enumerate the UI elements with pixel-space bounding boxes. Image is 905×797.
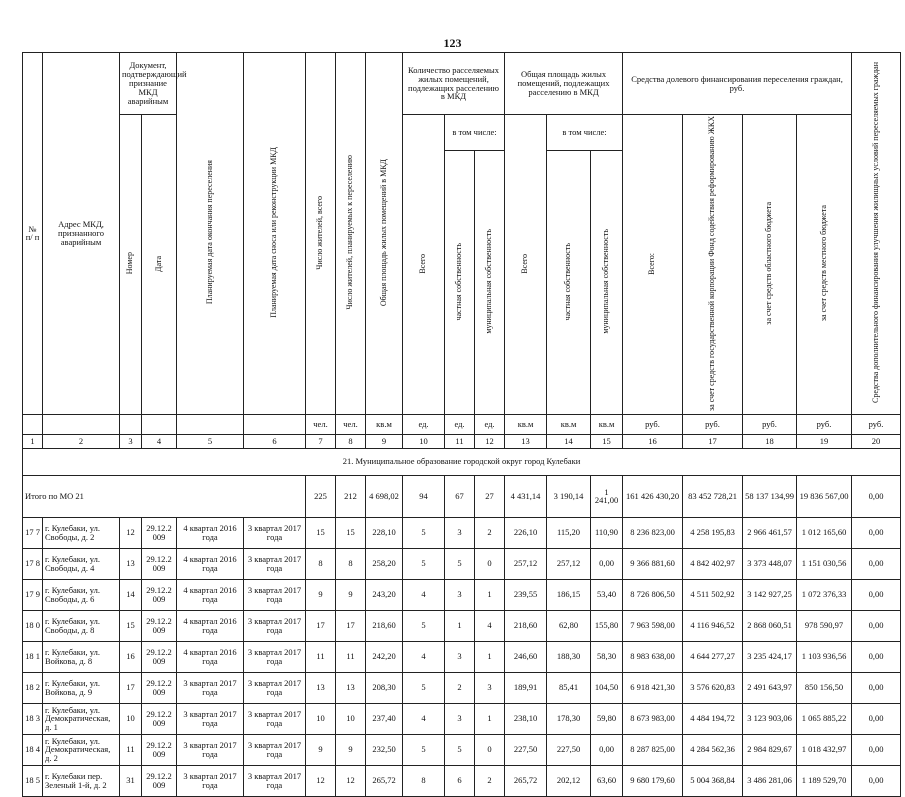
cell-c16: 6 918 421,30 xyxy=(623,672,683,703)
cell-c17: 4 258 195,83 xyxy=(683,517,743,548)
cell-no: 18 4 xyxy=(23,734,43,765)
cell-c18: 2 984 829,67 xyxy=(743,734,797,765)
cell-c16: 8 673 983,00 xyxy=(623,703,683,734)
cell-num: 12 xyxy=(120,517,142,548)
cell-c10: 4 xyxy=(403,703,445,734)
unit-cell: ед. xyxy=(475,414,505,434)
cell-address: г. Кулебаки, ул. Войкова, д. 9 xyxy=(43,672,120,703)
cell-c15: 59,80 xyxy=(591,703,623,734)
table-row xyxy=(23,734,901,765)
cell-c12: 2 xyxy=(475,765,505,796)
subtotal-cell: 161 426 430,20 xyxy=(623,475,683,517)
cell-c19: 1 151 030,56 xyxy=(797,548,852,579)
table-row xyxy=(23,641,901,672)
column-number: 4 xyxy=(142,434,177,448)
subtotal-cell: 58 137 134,99 xyxy=(743,475,797,517)
cell-no: 18 1 xyxy=(23,641,43,672)
cell-end: 4 квартал 2016 года xyxy=(177,579,244,610)
header-rooms-total: Всего xyxy=(418,253,428,274)
column-number: 11 xyxy=(445,434,475,448)
cell-end: 3 квартал 2017 года xyxy=(177,672,244,703)
cell-c19: 1 065 885,22 xyxy=(797,703,852,734)
cell-c7: 12 xyxy=(306,765,336,796)
cell-c20: 0,00 xyxy=(852,610,901,641)
cell-c20: 0,00 xyxy=(852,579,901,610)
unit-cell: руб. xyxy=(683,414,743,434)
cell-c11: 1 xyxy=(445,610,475,641)
unit-cell: кв.м xyxy=(505,414,547,434)
column-number: 19 xyxy=(797,434,852,448)
column-number: 7 xyxy=(306,434,336,448)
column-number: 9 xyxy=(366,434,403,448)
unit-cell: руб. xyxy=(743,414,797,434)
cell-no: 18 2 xyxy=(23,672,43,703)
column-number: 15 xyxy=(591,434,623,448)
cell-c13: 265,72 xyxy=(505,765,547,796)
unit-cell: кв.м xyxy=(591,414,623,434)
cell-c8: 17 xyxy=(336,610,366,641)
cell-num: 14 xyxy=(120,579,142,610)
unit-cell: чел. xyxy=(336,414,366,434)
cell-c8: 15 xyxy=(336,517,366,548)
cell-c9: 265,72 xyxy=(366,765,403,796)
cell-demo: 3 квартал 2017 года xyxy=(244,641,306,672)
cell-c17: 3 576 620,83 xyxy=(683,672,743,703)
cell-c16: 8 287 825,00 xyxy=(623,734,683,765)
unit-blank xyxy=(23,414,43,434)
cell-end: 3 квартал 2017 года xyxy=(177,765,244,796)
cell-c13: 257,12 xyxy=(505,548,547,579)
cell-c11: 6 xyxy=(445,765,475,796)
cell-date: 29.12.2 009 xyxy=(142,672,177,703)
column-number: 16 xyxy=(623,434,683,448)
cell-c16: 7 963 598,00 xyxy=(623,610,683,641)
cell-c16: 8 983 638,00 xyxy=(623,641,683,672)
cell-c15: 0,00 xyxy=(591,548,623,579)
subtotal-cell: 67 xyxy=(445,475,475,517)
cell-c7: 10 xyxy=(306,703,336,734)
cell-c20: 0,00 xyxy=(852,641,901,672)
cell-c14: 202,12 xyxy=(547,765,591,796)
table-row xyxy=(23,765,901,796)
cell-demo: 3 квартал 2017 года xyxy=(244,703,306,734)
cell-c7: 15 xyxy=(306,517,336,548)
cell-num: 17 xyxy=(120,672,142,703)
cell-c11: 3 xyxy=(445,517,475,548)
cell-end: 3 квартал 2017 года xyxy=(177,734,244,765)
column-number: 3 xyxy=(120,434,142,448)
column-number: 5 xyxy=(177,434,244,448)
cell-c11: 5 xyxy=(445,548,475,579)
cell-c9: 218,60 xyxy=(366,610,403,641)
cell-c19: 1 018 432,97 xyxy=(797,734,852,765)
cell-demo: 3 квартал 2017 года xyxy=(244,672,306,703)
cell-demo: 3 квартал 2017 года xyxy=(244,610,306,641)
cell-c8: 9 xyxy=(336,734,366,765)
cell-end: 4 квартал 2016 года xyxy=(177,641,244,672)
column-number: 1 xyxy=(23,434,43,448)
cell-end: 3 квартал 2017 года xyxy=(177,703,244,734)
cell-c14: 85,41 xyxy=(547,672,591,703)
cell-c17: 4 116 946,52 xyxy=(683,610,743,641)
unit-blank xyxy=(43,414,120,434)
cell-c9: 228,10 xyxy=(366,517,403,548)
cell-c10: 5 xyxy=(403,548,445,579)
header-fund-gk: за счет средств государственной корпорации Фонд содействия реформированию ЖКХ xyxy=(707,116,717,412)
cell-date: 29.12.2 009 xyxy=(142,734,177,765)
cell-date: 29.12.2 009 xyxy=(142,641,177,672)
cell-c17: 4 511 502,92 xyxy=(683,579,743,610)
cell-address: г. Кулебаки, ул. Свободы, д. 2 xyxy=(43,517,120,548)
cell-c8: 12 xyxy=(336,765,366,796)
cell-c7: 11 xyxy=(306,641,336,672)
header-rooms-private: частная собственность xyxy=(454,242,464,321)
cell-c10: 4 xyxy=(403,641,445,672)
cell-c18: 2 868 060,51 xyxy=(743,610,797,641)
cell-no: 18 3 xyxy=(23,703,43,734)
cell-c19: 1 103 936,56 xyxy=(797,641,852,672)
cell-c20: 0,00 xyxy=(852,703,901,734)
cell-no: 18 5 xyxy=(23,765,43,796)
header-address: Адрес МКД, признанного аварийным xyxy=(43,53,120,415)
cell-c17: 4 842 402,97 xyxy=(683,548,743,579)
cell-date: 29.12.2 009 xyxy=(142,517,177,548)
cell-date: 29.12.2 009 xyxy=(142,548,177,579)
cell-c15: 110,90 xyxy=(591,517,623,548)
header-doc-date: Дата xyxy=(153,255,163,272)
cell-address: г. Кулебаки, ул. Свободы, д. 8 xyxy=(43,610,120,641)
subtotal-cell: 19 836 567,00 xyxy=(797,475,852,517)
cell-c13: 227,50 xyxy=(505,734,547,765)
table-row xyxy=(23,579,901,610)
cell-c13: 218,60 xyxy=(505,610,547,641)
subtotal-label: Итого по МО 21 xyxy=(23,475,306,517)
cell-c12: 3 xyxy=(475,672,505,703)
subtotal-cell: 212 xyxy=(336,475,366,517)
header-area-incl: в том числе: xyxy=(547,115,623,151)
cell-c10: 5 xyxy=(403,610,445,641)
cell-no: 17 8 xyxy=(23,548,43,579)
header-total-area: Общая площадь жилых помещений в МКД xyxy=(378,158,388,307)
cell-address: г. Кулебаки, ул. Войкова, д. 8 xyxy=(43,641,120,672)
header-no: № п/ п xyxy=(23,53,43,415)
cell-end: 4 квартал 2016 года xyxy=(177,548,244,579)
column-number: 8 xyxy=(336,434,366,448)
column-number: 13 xyxy=(505,434,547,448)
cell-c8: 8 xyxy=(336,548,366,579)
cell-c11: 3 xyxy=(445,703,475,734)
cell-c12: 0 xyxy=(475,734,505,765)
cell-c9: 232,50 xyxy=(366,734,403,765)
column-number: 20 xyxy=(852,434,901,448)
cell-c10: 5 xyxy=(403,734,445,765)
cell-num: 10 xyxy=(120,703,142,734)
cell-num: 13 xyxy=(120,548,142,579)
cell-c16: 9 366 881,60 xyxy=(623,548,683,579)
cell-c19: 1 012 165,60 xyxy=(797,517,852,548)
header-funding-group: Средства долевого финансирования переселения граждан, руб. xyxy=(623,53,852,115)
cell-demo: 3 квартал 2017 года xyxy=(244,765,306,796)
cell-c17: 4 644 277,27 xyxy=(683,641,743,672)
cell-c8: 9 xyxy=(336,579,366,610)
resettlement-table xyxy=(22,52,901,797)
cell-c13: 189,91 xyxy=(505,672,547,703)
cell-c15: 53,40 xyxy=(591,579,623,610)
cell-c12: 0 xyxy=(475,548,505,579)
cell-c20: 0,00 xyxy=(852,765,901,796)
cell-c17: 5 004 368,84 xyxy=(683,765,743,796)
cell-c7: 9 xyxy=(306,579,336,610)
cell-demo: 3 квартал 2017 года xyxy=(244,579,306,610)
cell-address: г. Кулебаки, ул. Демократическая, д. 2 xyxy=(43,734,120,765)
cell-c20: 0,00 xyxy=(852,672,901,703)
unit-cell: руб. xyxy=(797,414,852,434)
column-number: 12 xyxy=(475,434,505,448)
subtotal-cell: 94 xyxy=(403,475,445,517)
header-area-group: Общая площадь жилых помещений, подлежащих расселению в МКД xyxy=(505,53,623,115)
column-number: 18 xyxy=(743,434,797,448)
subtotal-cell: 3 190,14 xyxy=(547,475,591,517)
table-row xyxy=(23,517,901,548)
cell-c16: 8 726 806,50 xyxy=(623,579,683,610)
header-document: Документ, подтверждающий признание МКД аварийным xyxy=(120,53,177,115)
subtotal-cell: 4 431,14 xyxy=(505,475,547,517)
table-row xyxy=(23,672,901,703)
column-number: 10 xyxy=(403,434,445,448)
cell-c10: 5 xyxy=(403,517,445,548)
cell-c12: 1 xyxy=(475,703,505,734)
cell-c8: 13 xyxy=(336,672,366,703)
unit-blank xyxy=(244,414,306,434)
unit-blank xyxy=(177,414,244,434)
cell-num: 31 xyxy=(120,765,142,796)
unit-cell: руб. xyxy=(852,414,901,434)
cell-c14: 62,80 xyxy=(547,610,591,641)
cell-c15: 0,00 xyxy=(591,734,623,765)
cell-c18: 3 486 281,06 xyxy=(743,765,797,796)
cell-c9: 208,30 xyxy=(366,672,403,703)
cell-c10: 8 xyxy=(403,765,445,796)
cell-date: 29.12.2 009 xyxy=(142,579,177,610)
cell-date: 29.12.2 009 xyxy=(142,610,177,641)
cell-c11: 3 xyxy=(445,579,475,610)
header-rooms-incl: в том числе: xyxy=(445,115,505,151)
header-fund-total: Всего: xyxy=(647,252,657,275)
page-number: 123 xyxy=(443,36,462,50)
cell-c18: 3 373 448,07 xyxy=(743,548,797,579)
cell-c12: 4 xyxy=(475,610,505,641)
cell-no: 17 7 xyxy=(23,517,43,548)
header-fund-region: за счет средств областного бюджета xyxy=(764,202,774,325)
cell-c13: 239,55 xyxy=(505,579,547,610)
cell-c7: 9 xyxy=(306,734,336,765)
cell-c7: 8 xyxy=(306,548,336,579)
cell-end: 4 квартал 2016 года xyxy=(177,517,244,548)
cell-c13: 226,10 xyxy=(505,517,547,548)
cell-c11: 5 xyxy=(445,734,475,765)
cell-c12: 1 xyxy=(475,579,505,610)
cell-demo: 3 квартал 2017 года xyxy=(244,548,306,579)
cell-c15: 58,30 xyxy=(591,641,623,672)
cell-c18: 3 235 424,17 xyxy=(743,641,797,672)
cell-c13: 246,60 xyxy=(505,641,547,672)
subtotal-cell: 0,00 xyxy=(852,475,901,517)
cell-num: 11 xyxy=(120,734,142,765)
cell-num: 15 xyxy=(120,610,142,641)
cell-c14: 186,15 xyxy=(547,579,591,610)
header-residents-total: Число жителей, всего xyxy=(315,195,325,270)
subtotal-cell: 83 452 728,21 xyxy=(683,475,743,517)
cell-num: 16 xyxy=(120,641,142,672)
cell-address: г. Кулебаки пер. Зеленый 1-й, д. 2 xyxy=(43,765,120,796)
header-area-total: Всего xyxy=(520,253,530,274)
cell-c11: 2 xyxy=(445,672,475,703)
cell-c17: 4 484 194,72 xyxy=(683,703,743,734)
unit-cell: чел. xyxy=(306,414,336,434)
subtotal-cell: 225 xyxy=(306,475,336,517)
cell-c7: 17 xyxy=(306,610,336,641)
header-rooms-municipal: муниципальная собственность xyxy=(484,229,494,334)
header-area-municipal: муниципальная собственность xyxy=(601,229,611,334)
cell-c17: 4 284 562,36 xyxy=(683,734,743,765)
table-row xyxy=(23,610,901,641)
header-planned-resettle-end: Планируемая дата окончания переселения xyxy=(204,160,214,305)
unit-cell: ед. xyxy=(445,414,475,434)
subtotal-cell: 4 698,02 xyxy=(366,475,403,517)
cell-date: 29.12.2 009 xyxy=(142,765,177,796)
unit-blank xyxy=(120,414,142,434)
header-fund-local: за счет средств местного бюджета xyxy=(818,205,828,322)
subtotal-cell: 1 241,00 xyxy=(591,475,623,517)
cell-c8: 11 xyxy=(336,641,366,672)
header-doc-number: Номер xyxy=(125,252,135,275)
cell-c18: 2 491 643,97 xyxy=(743,672,797,703)
table-row xyxy=(23,703,901,734)
unit-blank xyxy=(142,414,177,434)
header-area-private: частная собственность xyxy=(563,242,573,321)
cell-c7: 13 xyxy=(306,672,336,703)
cell-c14: 178,30 xyxy=(547,703,591,734)
cell-c19: 1 189 529,70 xyxy=(797,765,852,796)
column-number: 6 xyxy=(244,434,306,448)
cell-c18: 3 123 903,06 xyxy=(743,703,797,734)
cell-c9: 243,20 xyxy=(366,579,403,610)
cell-c15: 63,60 xyxy=(591,765,623,796)
cell-c14: 188,30 xyxy=(547,641,591,672)
cell-c14: 257,12 xyxy=(547,548,591,579)
cell-c18: 3 142 927,25 xyxy=(743,579,797,610)
column-number: 17 xyxy=(683,434,743,448)
cell-c11: 3 xyxy=(445,641,475,672)
cell-address: г. Кулебаки, ул. Демократическая, д. 1 xyxy=(43,703,120,734)
column-number: 2 xyxy=(43,434,120,448)
cell-c19: 978 590,97 xyxy=(797,610,852,641)
cell-c9: 237,40 xyxy=(366,703,403,734)
cell-c14: 227,50 xyxy=(547,734,591,765)
subtotal-cell: 27 xyxy=(475,475,505,517)
cell-c9: 258,20 xyxy=(366,548,403,579)
cell-c20: 0,00 xyxy=(852,548,901,579)
cell-demo: 3 квартал 2017 года xyxy=(244,734,306,765)
cell-c10: 4 xyxy=(403,579,445,610)
cell-c20: 0,00 xyxy=(852,734,901,765)
cell-demo: 3 квартал 2017 года xyxy=(244,517,306,548)
column-number: 14 xyxy=(547,434,591,448)
cell-c12: 2 xyxy=(475,517,505,548)
unit-cell: ед. xyxy=(403,414,445,434)
cell-c19: 850 156,50 xyxy=(797,672,852,703)
cell-no: 18 0 xyxy=(23,610,43,641)
cell-c15: 104,50 xyxy=(591,672,623,703)
header-planned-demolition: Планируемая дата сноса или реконструкции МКД xyxy=(269,147,279,318)
cell-address: г. Кулебаки, ул. Свободы, д. 4 xyxy=(43,548,120,579)
cell-c20: 0,00 xyxy=(852,517,901,548)
cell-c8: 10 xyxy=(336,703,366,734)
cell-c18: 2 966 461,57 xyxy=(743,517,797,548)
cell-c13: 238,10 xyxy=(505,703,547,734)
cell-c10: 5 xyxy=(403,672,445,703)
table-row xyxy=(23,548,901,579)
cell-c14: 115,20 xyxy=(547,517,591,548)
cell-c9: 242,20 xyxy=(366,641,403,672)
cell-c19: 1 072 376,33 xyxy=(797,579,852,610)
cell-address: г. Кулебаки, ул. Свободы, д. 6 xyxy=(43,579,120,610)
header-fund-extra: Средства дополнительного финансирования улучшения жилищных условий переселяемых граждан xyxy=(870,62,880,403)
cell-no: 17 9 xyxy=(23,579,43,610)
unit-cell: кв.м xyxy=(547,414,591,434)
cell-c16: 9 680 179,60 xyxy=(623,765,683,796)
cell-c12: 1 xyxy=(475,641,505,672)
unit-cell: руб. xyxy=(623,414,683,434)
header-rooms-group: Количество расселяемых жилых помещений, подлежащих расселению в МКД xyxy=(403,53,505,115)
unit-cell: кв.м xyxy=(366,414,403,434)
header-residents-planned: Число жителей, планируемых к переселению xyxy=(345,155,355,310)
cell-c15: 155,80 xyxy=(591,610,623,641)
cell-end: 4 квартал 2016 года xyxy=(177,610,244,641)
section-title: 21. Муниципальное образование городской округ город Кулебаки xyxy=(23,448,901,475)
cell-c16: 8 236 823,00 xyxy=(623,517,683,548)
cell-date: 29.12.2 009 xyxy=(142,703,177,734)
